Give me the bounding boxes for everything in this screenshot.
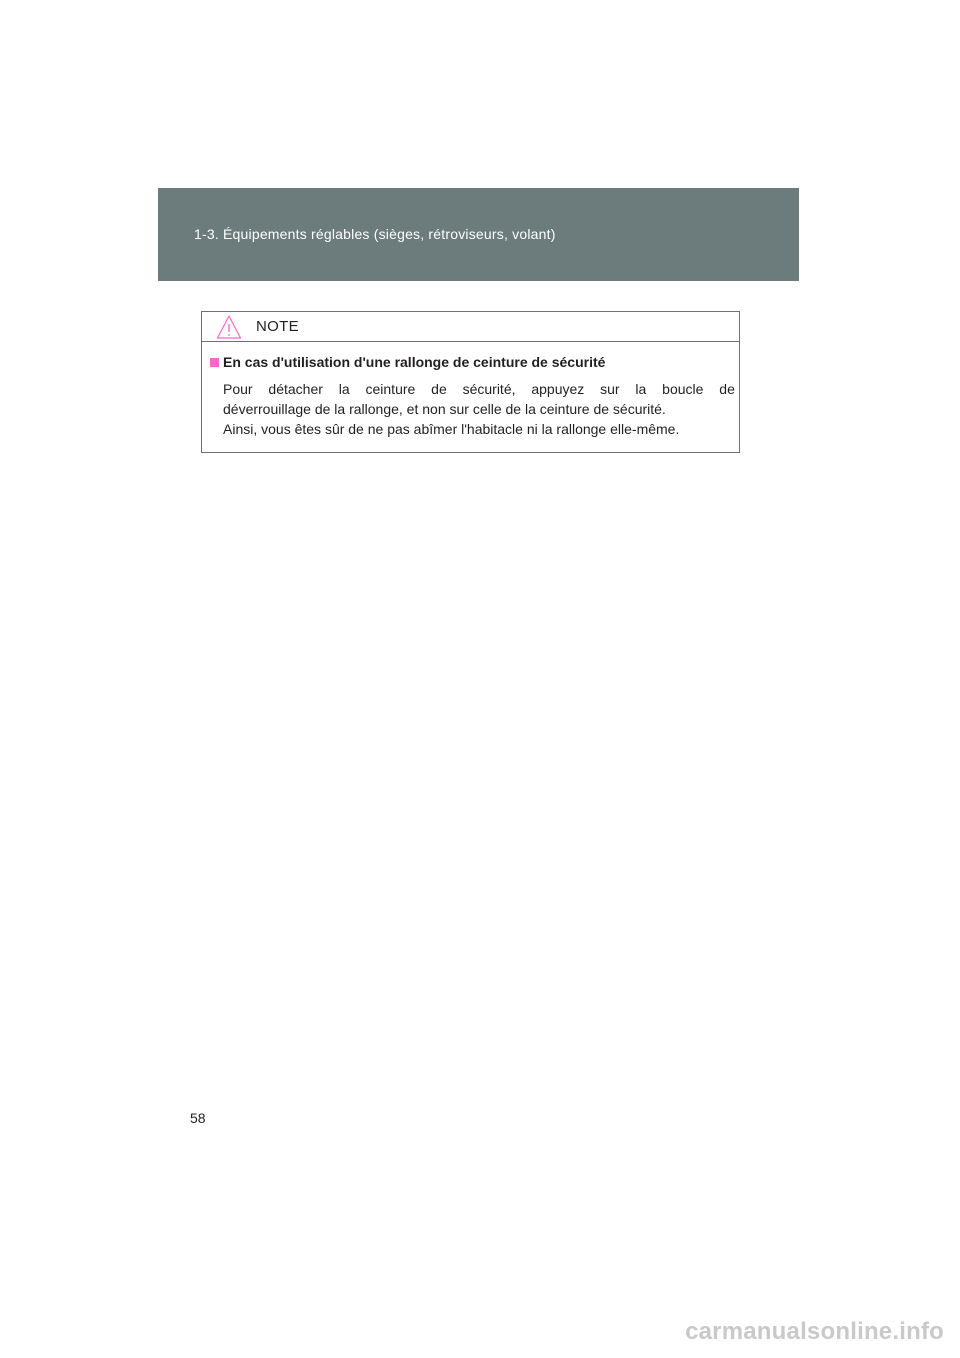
- note-box: [201, 311, 740, 453]
- section-title: 1-3. Équipements réglables (sièges, rétroviseurs, volant): [194, 226, 556, 242]
- note-body-word: de: [431, 381, 447, 397]
- note-body-word: sécurité,: [462, 381, 516, 397]
- note-body: [223, 379, 735, 439]
- note-heading: En cas d'utilisation d'une rallonge de ceinture de sécurité: [223, 354, 606, 370]
- note-body-word: détacher: [268, 381, 323, 397]
- note-body-word: Pour: [223, 381, 253, 397]
- page-number: 58: [190, 1110, 206, 1126]
- note-body-word: appuyez: [531, 381, 585, 397]
- warning-triangle-icon: [216, 314, 242, 340]
- note-body-word: sur: [600, 381, 620, 397]
- note-body-word: de: [719, 381, 735, 397]
- note-body-word: la: [635, 381, 647, 397]
- section-header-bar: [158, 188, 799, 281]
- watermark-text: carmanualsonline.info: [685, 1318, 944, 1345]
- note-body-word: boucle: [662, 381, 704, 397]
- note-body-line-2: déverrouillage de la rallonge, et non sur celle de la ceinture de sécurité.: [223, 401, 666, 417]
- note-body-line-3: Ainsi, vous êtes sûr de ne pas abîmer l'habitacle ni la rallonge elle-même.: [223, 421, 680, 437]
- note-body-word: la: [338, 381, 350, 397]
- note-header: [202, 312, 739, 342]
- bullet-square-icon: [210, 358, 219, 367]
- note-title: NOTE: [256, 318, 299, 335]
- note-body-line-1: [223, 379, 735, 399]
- note-body-word: ceinture: [365, 381, 416, 397]
